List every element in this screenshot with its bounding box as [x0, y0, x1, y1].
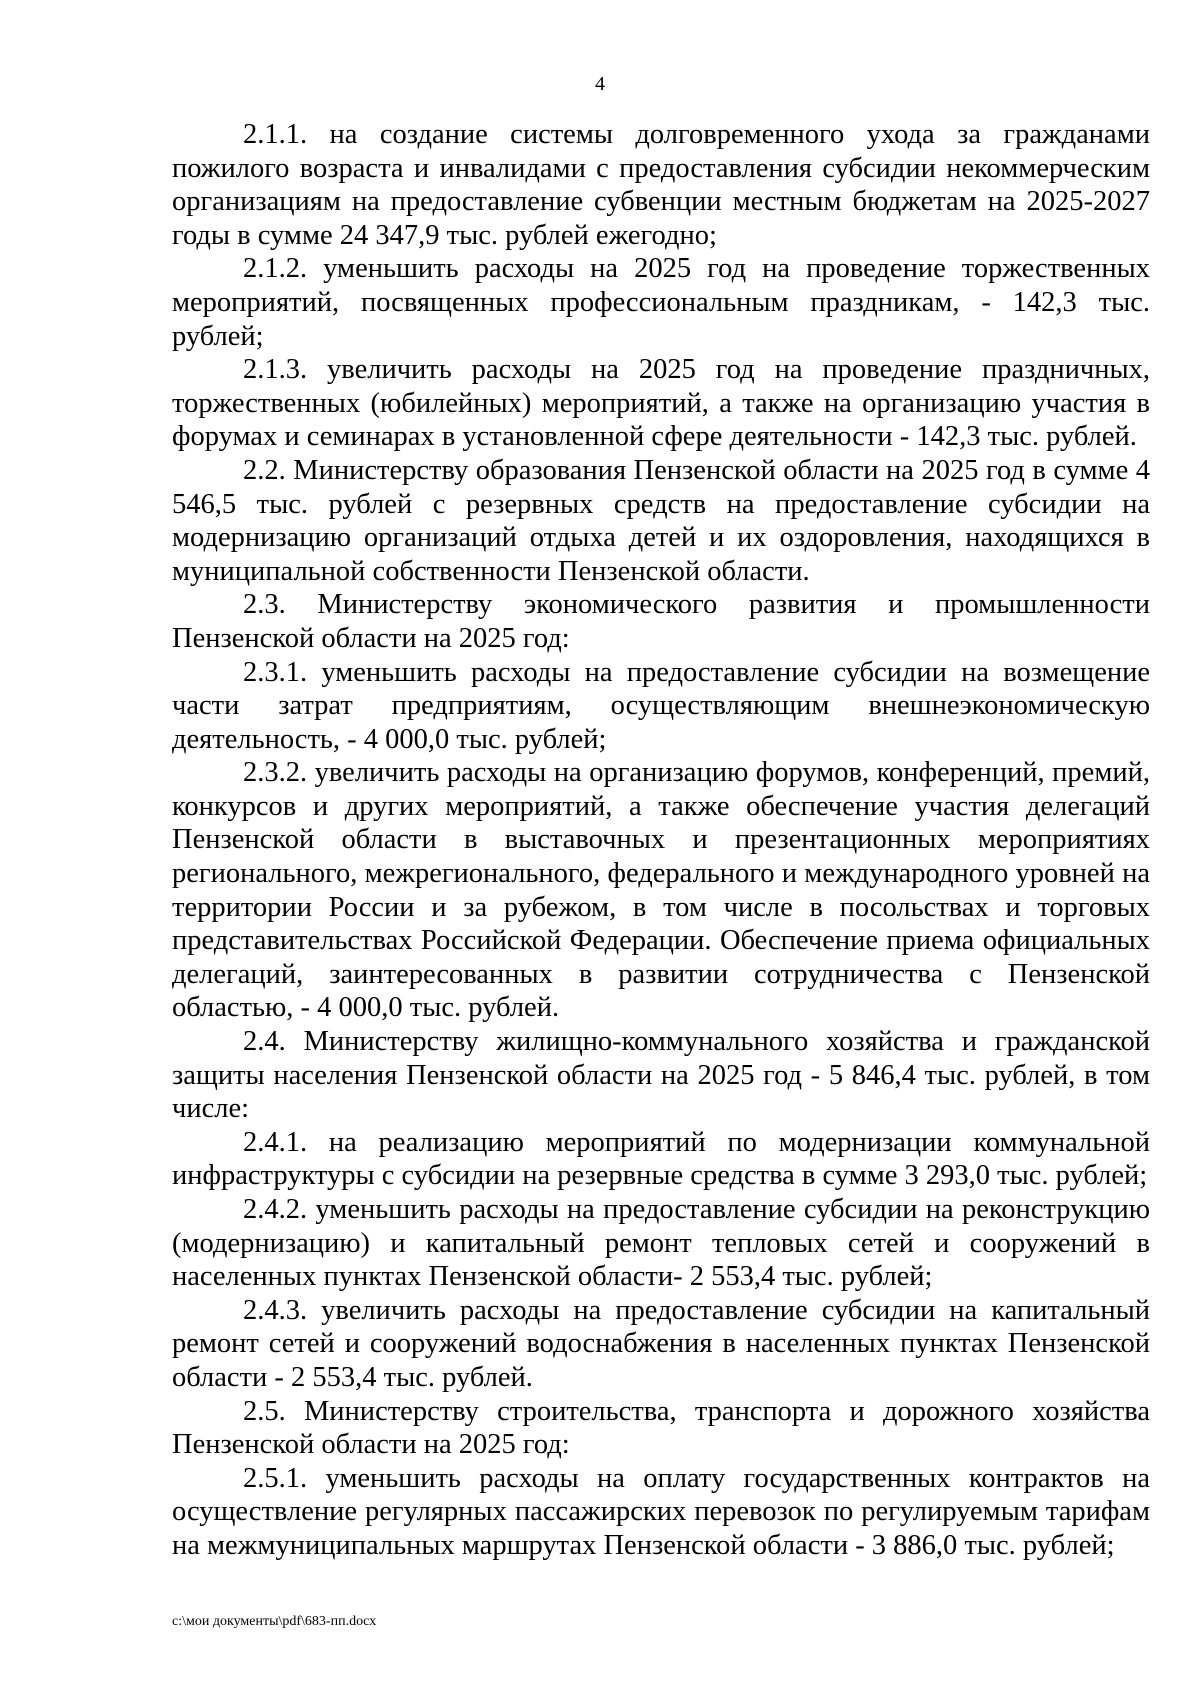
- paragraph-2-2: 2.2. Министерству образования Пензенской области на 2025 год в сумме 4 546,5 тыс. рублей с резервных средств на предоставление субсидии на модернизацию организаций отдыха детей и их оздоровления, находящихся в муниципальной собственности Пензенской области.: [172, 454, 1150, 587]
- paragraph-2-4-1: 2.4.1. на реализацию мероприятий по модернизации коммунальной инфраструктуры с субсидии на резервные средства в сумме 3 293,0 тыс. рублей;: [172, 1126, 1150, 1192]
- page-number: 4: [595, 73, 605, 95]
- paragraph-2-3-1: 2.3.1. уменьшить расходы на предоставление субсидии на возмещение части затрат предприятиям, осуществляющим внешнеэкономическую деятельность, - 4 000,0 тыс. рублей;: [172, 656, 1150, 755]
- footer-file-path: c:\мои документы\pdf\683-пп.docx: [172, 1614, 377, 1629]
- document-body: [172, 118, 1150, 1563]
- paragraph-2-5-1: 2.5.1. уменьшить расходы на оплату государственных контрактов на осуществление регулярных пассажирских перевозок по регулируемым тарифам на межмуниципальных маршрутах Пензенской области - 3 886,0 тыс. рублей;: [172, 1462, 1150, 1561]
- paragraph-2-3-2: 2.3.2. увеличить расходы на организацию форумов, конференций, премий, конкурсов и других мероприятий, а также обеспечение участия делегаций Пензенской области в выставочных и презентационных мероприятиях регионального, межрегионального, федерального и международного уровней на территории России и за рубежом, в том числе в посольствах и торговых представительствах Российской Федерации. Обеспечение приема официальных делегаций, заинтересованных в развитии сотрудничества с Пензенской областью, - 4 000,0 тыс. рублей.: [172, 757, 1150, 1024]
- paragraph-2-1-1: 2.1.1. на создание системы долговременного ухода за гражданами пожилого возраста и инвалидами с предоставления субсидии некоммерческим организациям на предоставление субвенции местным бюджетам на 2025-2027 годы в сумме 24 347,9 тыс. рублей ежегодно;: [172, 119, 1150, 251]
- paragraph-2-4-3: 2.4.3. увеличить расходы на предоставление субсидии на капитальный ремонт сетей и сооружений водоснабжения в населенных пунктах Пензенской области - 2 553,4 тыс. рублей.: [172, 1294, 1150, 1393]
- paragraph-2-4-2: 2.4.2. уменьшить расходы на предоставление субсидии на реконструкцию (модернизацию) и капитальный ремонт тепловых сетей и сооружений в населенных пунктах Пензенской области- 2 553,4 тыс. рублей;: [172, 1194, 1150, 1293]
- paragraph-2-3: 2.3. Министерству экономического развития и промышленности Пензенской области на 2025 год:: [172, 589, 1150, 654]
- paragraph-2-1-3: 2.1.3. увеличить расходы на 2025 год на проведение праздничных, торжественных (юбилейных) мероприятий, а также на организацию участия в форумах и семинарах в установленной сфере деятельности - 142,3 тыс. рублей.: [172, 354, 1150, 453]
- paragraph-2-5: 2.5. Министерству строительства, транспорта и дорожного хозяйства Пензенской области на 2025 год:: [172, 1395, 1150, 1461]
- paragraph-2-4: 2.4. Министерству жилищно-коммунального хозяйства и гражданской защиты населения Пензенской области на 2025 год - 5 846,4 тыс. рублей, в том числе:: [172, 1026, 1150, 1125]
- paragraph-2-1-2: 2.1.2. уменьшить расходы на 2025 год на проведение торжественных мероприятий, посвященных профессиональным праздникам, - 142,3 тыс. рублей;: [172, 253, 1150, 352]
